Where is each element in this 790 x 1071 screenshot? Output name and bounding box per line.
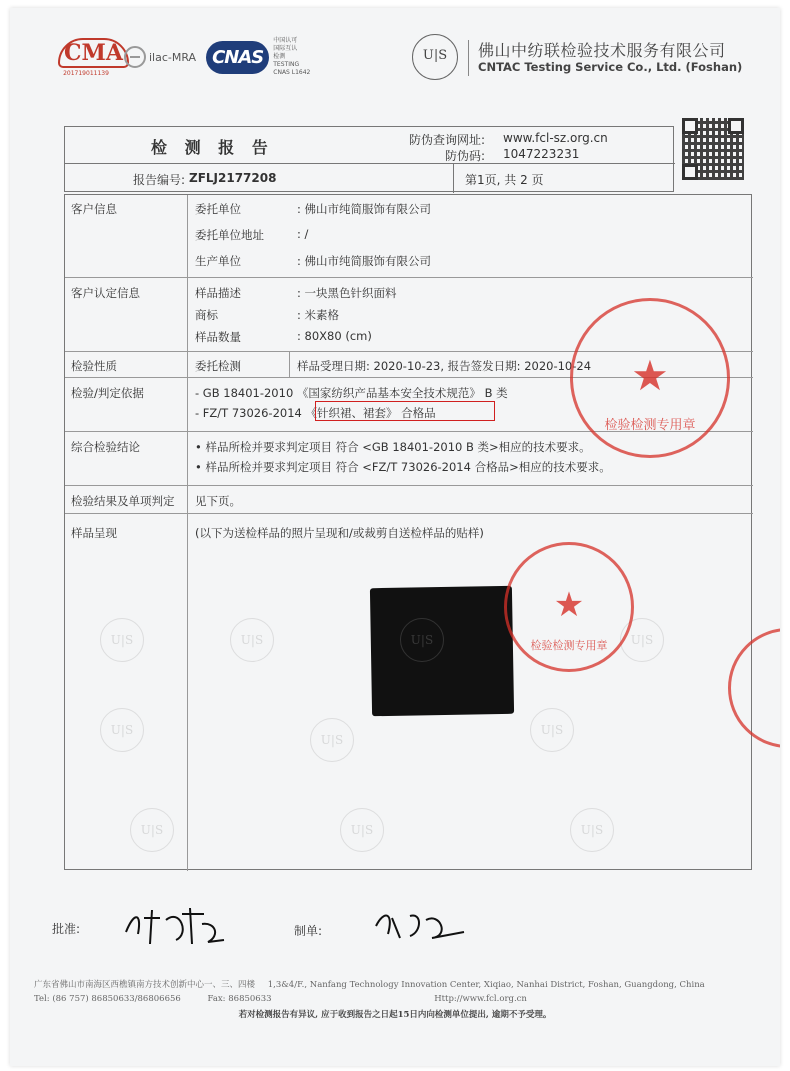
conclusion-line-1: • 样品所检并要求判定项目 符合 <GB 18401-2010 B 类>相应的技术要求。 [195,440,591,454]
report-no-label: 报告编号: [133,173,186,187]
trademark: : 米素格 [297,308,340,322]
sample-description: : 一块黑色针织面料 [297,286,397,300]
watermark-logo-icon: U|S [530,708,574,752]
footer-website-link[interactable]: Http://www.fcl.org.cn [434,994,527,1004]
watermark-logo-icon: U|S [310,718,354,762]
uts-logo-icon: U|S [412,34,458,80]
footer-contact: Tel: (86 757) 86850633/86806656 Fax: 86850633 Http://www.fcl.org.cn [34,994,527,1004]
fabric-sample-image [370,586,514,716]
verify-code: 1047223231 [503,147,580,161]
watermark-logo-icon: U|S [570,808,614,852]
company-name-cn: 佛山中纺联检验技术服务有限公司 [478,41,726,60]
sample-view-label: 样品呈现 [71,526,117,540]
watermark-logo-icon: U|S [100,618,144,662]
watermark-logo-icon: U|S [340,808,384,852]
client-name: : 佛山市纯简服饰有限公司 [297,202,432,216]
cma-logo: CMA 201719011139 [58,38,114,77]
star-icon: ★ [553,585,585,625]
sample-view-caption: (以下为送检样品的照片呈现和/或裁剪自送检样品的贴样) [195,526,484,540]
report-header-table [64,126,674,192]
producer-name: : 佛山市纯简服饰有限公司 [297,254,432,268]
basis-line-1: - GB 18401-2010 《国家纺织产品基本安全技术规范》 B 类 [195,386,508,400]
verify-url-label: 防伪查询网址: [409,133,486,147]
page-info: 第1页, 共 2 页 [465,173,544,187]
highlight-box [315,401,495,421]
approve-label: 批准: [52,922,81,936]
official-stamp-2: ★ 检验检测专用章 [504,542,634,672]
conclusion-line-2: • 样品所检并要求判定项目 符合 <FZ/T 73026-2014 合格品>相应的技术要求。 [195,460,611,474]
footer-address: 广东省佛山市南海区西樵镇南方技术创新中心一、三、四楼 1,3&4/F., Nanfang Technology Innovation Center, Xiqiao, Nanhai District, Foshan, Guangdong, China [34,980,705,990]
star-icon: ★ [631,351,669,401]
cnas-logo: CNAS 中国认可 国际互认 检测 TESTING CNAS L1642 [206,37,310,77]
ilac-mra-logo: ilac-MRA [124,46,196,68]
client-info-label: 客户信息 [71,202,117,216]
results-label: 检验结果及单项判定 [71,494,175,508]
watermark-logo-icon: U|S [100,708,144,752]
company-name-en: CNTAC Testing Service Co., Ltd. (Foshan) [478,60,743,74]
accreditation-logos [58,30,310,84]
verify-code-label: 防伪码: [445,149,486,163]
conclusion-label: 综合检验结论 [71,440,140,454]
footer-notice: 若对检测报告有异议, 应于收到报告之日起15日内向检测单位提出, 逾期不予受理。 [238,1010,552,1020]
watermark-logo-icon: U|S [130,808,174,852]
approver-signature [120,904,230,948]
sample-quantity: : 80X80 (cm) [297,329,372,343]
results-value: 见下页。 [195,494,241,508]
report-page [10,8,780,1066]
basis-label: 检验/判定依据 [71,386,144,400]
preparer-signature [370,906,470,946]
watermark-logo-icon: U|S [230,618,274,662]
prepare-label: 制单: [294,924,323,938]
company-header [412,34,757,86]
test-nature: 委托检测 [195,359,241,373]
qr-code-icon [682,118,744,180]
report-main-table: 客户信息 委托单位 : 佛山市纯简服饰有限公司 委托单位地址 : / 生产单位 : 佛山市纯简服饰有限公司 客户认定信息 样品描述 : 一块黑色针织面料 商标 : 米素格 样品数量 : 80X80 (cm) 检验性质 委托检测 样品受理日期: 2020-10-23, 报告签发日期: 2020-10-24 检验/判定依据 - GB 18401-2010 《国家纺织产品基本安全技术规范》 B 类 - FZ/T 73026-2014 《针织裙、裙套》 合格品 综合检验结论 • 样品所检并要求判定项目 符合 <GB 18401-2010 B 类>相应的技术要求。 • 样品所检并要求判定项目 符合 <FZ/T 73026-2014 合格品>相应的技术要求。 检验结果及单项判定 见下页。 样品呈现 (以下为送检样品的照片呈现和/或裁剪自送检样品的贴样) [64,194,752,870]
official-stamp-1: ★ 检验检测专用章 [570,298,730,458]
verify-url: www.fcl-sz.org.cn [503,131,608,145]
client-confirm-label: 客户认定信息 [71,286,140,300]
report-title: 检 测 报 告 [151,138,274,157]
client-address: : / [297,227,309,241]
globe-icon [124,46,146,68]
watermark-logo-icon: U|S [620,618,664,662]
watermark-logo-icon: U|S [400,618,444,662]
basis-line-2: - FZ/T 73026-2014 《针织裙、裙套》 合格品 [195,406,436,420]
report-no: ZFLJ2177208 [189,171,277,185]
test-dates: 样品受理日期: 2020-10-23, 报告签发日期: 2020-10-24 [297,359,592,373]
test-nature-label: 检验性质 [71,359,117,373]
